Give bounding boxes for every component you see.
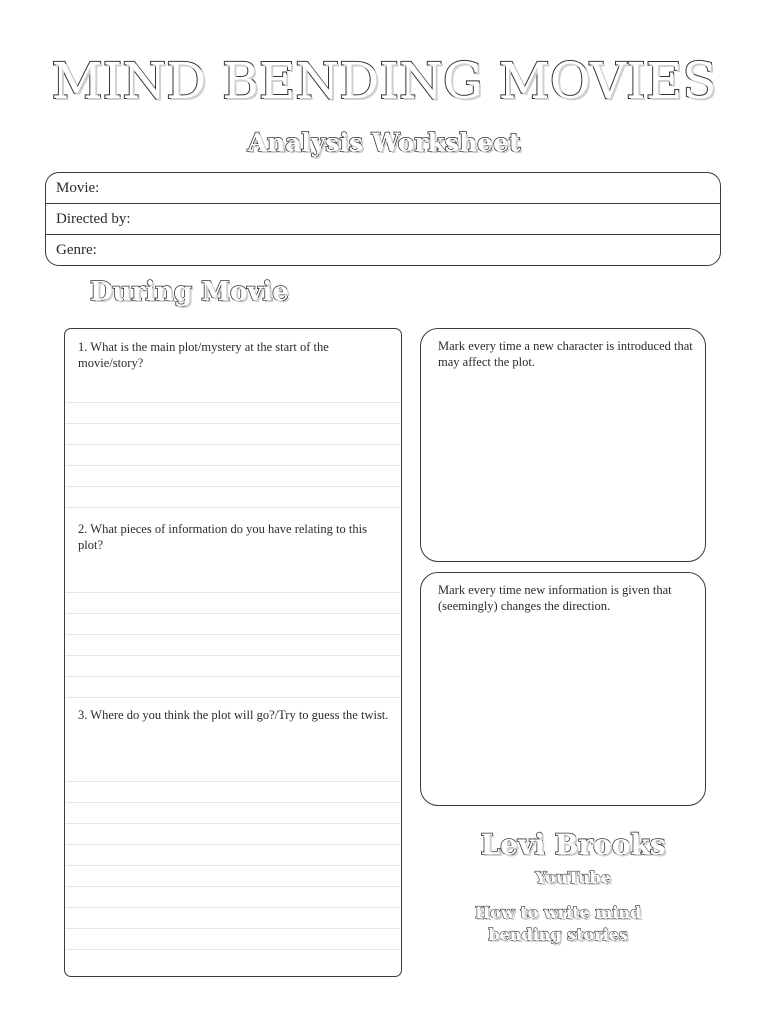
- questions-panel: [64, 328, 402, 977]
- writing-line[interactable]: [66, 886, 400, 887]
- writing-line[interactable]: [66, 423, 400, 424]
- writing-line[interactable]: [66, 802, 400, 803]
- directed-by-field[interactable]: [46, 204, 720, 235]
- worksheet-title: MIND BENDING MOVIES: [51, 52, 717, 110]
- channel-name: YouTube: [535, 868, 611, 887]
- genre-field[interactable]: [46, 235, 720, 265]
- directed-by-label: Directed by:: [56, 211, 131, 227]
- writing-line[interactable]: [66, 928, 400, 929]
- new-information-instruction: Mark every time new information is given that (seemingly) changes the direction.: [438, 583, 672, 613]
- video-title: How to write mind bending stories: [474, 903, 641, 944]
- movie-label: Movie:: [56, 180, 100, 196]
- writing-line[interactable]: [66, 949, 400, 950]
- section-heading: During Movie: [90, 277, 289, 307]
- writing-line[interactable]: [66, 865, 400, 866]
- writing-line[interactable]: [66, 697, 400, 698]
- question-3: 3. Where do you think the plot will go?/Try to guess the twist.: [78, 708, 389, 722]
- question-2: 2. What pieces of information do you have relating to this plot?: [78, 522, 367, 552]
- writing-line[interactable]: [66, 823, 400, 824]
- writing-line[interactable]: [66, 676, 400, 677]
- new-character-tally-box[interactable]: [420, 328, 706, 562]
- worksheet-subtitle: Analysis Worksheet: [247, 128, 521, 157]
- new-character-instruction: Mark every time a new character is introduced that may affect the plot.: [438, 339, 693, 369]
- writing-line[interactable]: [66, 486, 400, 487]
- writing-line[interactable]: [66, 781, 400, 782]
- movie-info-box: [45, 172, 721, 266]
- writing-line[interactable]: [66, 444, 400, 445]
- writing-line[interactable]: [66, 844, 400, 845]
- writing-line[interactable]: [66, 907, 400, 908]
- writing-line[interactable]: [66, 655, 400, 656]
- question-1: 1. What is the main plot/mystery at the start of the movie/story?: [78, 340, 329, 370]
- author-name: Levi Brooks: [480, 828, 666, 861]
- new-information-tally-box[interactable]: [420, 572, 706, 806]
- genre-label: Genre:: [56, 242, 97, 258]
- writing-line[interactable]: [66, 613, 400, 614]
- writing-line[interactable]: [66, 402, 400, 403]
- movie-field[interactable]: [46, 173, 720, 204]
- writing-line[interactable]: [66, 592, 400, 593]
- writing-line[interactable]: [66, 465, 400, 466]
- writing-line[interactable]: [66, 634, 400, 635]
- writing-line[interactable]: [66, 507, 400, 508]
